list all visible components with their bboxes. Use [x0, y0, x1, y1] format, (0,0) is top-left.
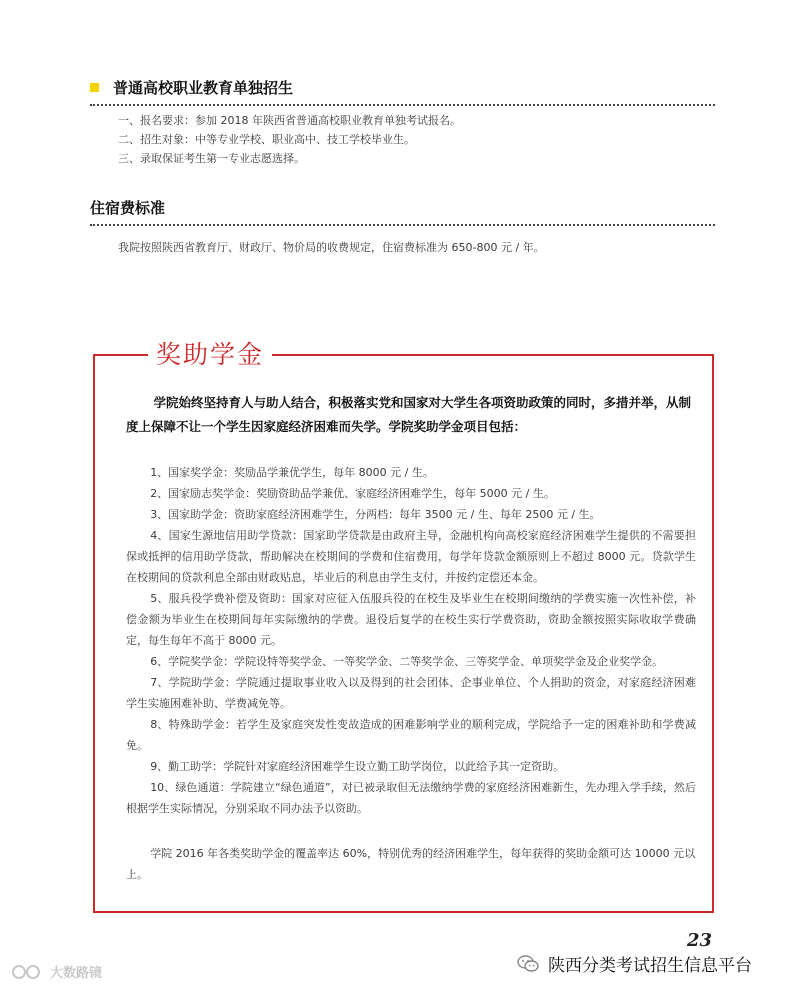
scholarship-summary: 学院 2016 年各类奖助学金的覆盖率达 60%，特别优秀的经济困难学生，每年获得的奖助金额可达 10000 元以上。: [126, 847, 696, 881]
list-item: 一、报名要求：参加 2018 年陕西省普通高校职业教育单独考试报名。: [118, 114, 461, 127]
section2-title: 住宿费标准: [90, 199, 166, 217]
dotted-divider: [90, 104, 715, 106]
list-item: 5、服兵役学费补偿及资助：国家对应征入伍服兵役的在校生及毕业生在校期间缴纳的学费实施一次性补偿，补偿金额为毕业生在校期间每年实际缴纳的学费。退役后复学的在校生实行学费资助，资助金额按照实际收取学费确定，每生每年不高于 8000 元。: [126, 592, 696, 647]
wechat-icon: [516, 952, 540, 976]
scholarship-intro: [126, 391, 696, 439]
watermark-right: [516, 951, 752, 976]
intro-text: 学院始终坚持育人与助人结合，积极落实党和国家对大学生各项资助政策的同时，多措并举，从制度上保障不让一个学生因家庭经济困难而失学。学院奖助学金项目包括：: [126, 395, 692, 434]
list-item: 6、学院奖学金：学院设特等奖学金、一等奖学金、二等奖学金、三等奖学金、单项奖学金及企业奖学金。: [150, 655, 664, 668]
scholarship-list: [126, 462, 696, 819]
page-number: 23: [687, 930, 713, 951]
scholarship-title: 奖助学金: [148, 335, 272, 371]
watermark-left-text: 大数路镜: [50, 966, 103, 981]
dotted-divider: [90, 224, 715, 226]
list-item: 9、勤工助学：学院针对家庭经济困难学生设立勤工助学岗位，以此给予其一定资助。: [150, 760, 565, 773]
yellow-square-icon: [90, 83, 99, 92]
logo-icon: [10, 963, 44, 981]
list-item: 4、国家生源地信用助学贷款：国家助学贷款是由政府主导，金融机构向高校家庭经济困难学生提供的不需要担保或抵押的信用助学贷款，帮助解决在校期间的学费和住宿费用，每学年贷款金额原则上不超过 8000 元。贷款学生在校期间的贷款利息全部由财政贴息，毕业后的利息由学生支付，并按约定偿还本金。: [126, 529, 696, 584]
watermark-left: [10, 962, 102, 981]
watermark-right-text: 陕西分类考试招生信息平台: [548, 956, 752, 976]
list-item: 10、绿色通道：学院建立“绿色通道”，对已被录取但无法缴纳学费的家庭经济困难新生，先办理入学手续，然后根据学生实际情况，分别采取不同办法予以资助。: [126, 781, 696, 815]
list-item: 7、学院助学金：学院通过提取事业收入以及得到的社会团体、企事业单位、个人捐助的资金，对家庭经济困难学生实施困难补助、学费减免等。: [126, 676, 696, 710]
section1-title: 普通高校职业教育单独招生: [113, 79, 294, 97]
section2-text: 我院按照陕西省教育厅、财政厅、物价局的收费规定，住宿费标准为 650-800 元 / 年。: [118, 241, 545, 254]
section1-list: [118, 111, 461, 168]
list-item: 三、录取保证考生第一专业志愿选择。: [118, 152, 305, 165]
section1-heading: [90, 77, 293, 98]
list-item: 3、国家助学金：资助家庭经济困难学生，分两档：每年 3500 元 / 生、每年 2500 元 / 生。: [150, 508, 601, 521]
list-item: 2、国家励志奖学金：奖励资助品学兼优、家庭经济困难学生，每年 5000 元 / 生。: [150, 487, 555, 500]
list-item: 1、国家奖学金：奖励品学兼优学生，每年 8000 元 / 生。: [150, 466, 434, 479]
list-item: 二、招生对象：中等专业学校、职业高中、技工学校毕业生。: [118, 133, 415, 146]
list-item: 8、特殊助学金：若学生及家庭突发性变故造成的困难影响学业的顺利完成，学院给予一定的困难补助和学费减免。: [126, 718, 696, 752]
